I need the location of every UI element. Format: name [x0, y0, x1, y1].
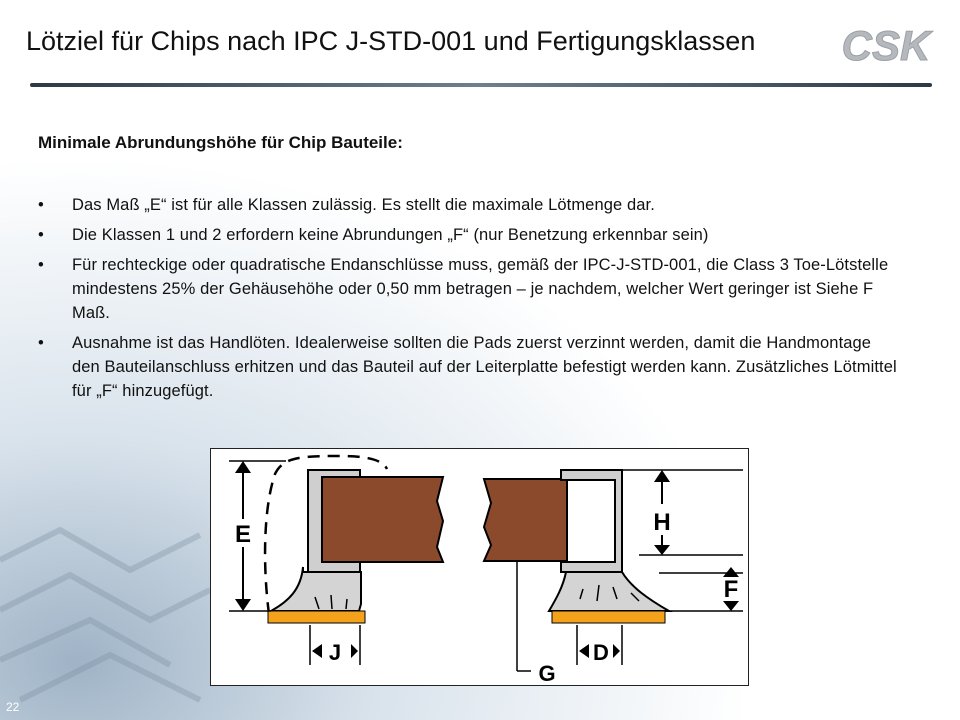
logo-text: CSK [841, 22, 931, 68]
component-body [484, 479, 567, 561]
bullet-item [38, 193, 898, 217]
label-G: G [538, 661, 556, 685]
bullet-item [38, 253, 898, 325]
bullet-list [38, 193, 898, 409]
slide-title: Lötziel für Chips nach IPC J-STD-001 und Fertigungsklassen [26, 26, 756, 56]
label-H: H [653, 509, 671, 536]
bullet-dot: • [38, 196, 44, 214]
bullet-text: Ausnahme ist das Handlöten. Idealerweise sollten die Pads zuerst verzinnt werden, damit die Handmontage den Bauteilanschluss erhitzen und das Bauteil auf der Leiterplatte befestigt werden kann. Zusätzliches Lötmittel für „F“ hinzugefügt. [72, 334, 897, 400]
csk-logo [836, 22, 936, 68]
copper-pad [552, 611, 665, 623]
label-D: D [593, 640, 609, 665]
bullet-text: Für rechteckige oder quadratische Endanschlüsse muss, gemäß der IPC-J-STD-001, die Class 3 Toe-Lötstelle mindestens 25% der Gehäusehöhe oder 0,50 mm betragen – je nachdem, welcher Wert geringer ist Siehe F Maß. [72, 256, 889, 322]
solder-fillet-diagram [210, 448, 749, 686]
label-F: F [723, 576, 739, 603]
bullet-text: Die Klassen 1 und 2 erfordern keine Abrundungen „F“ (nur Benetzung erkennbar sein) [72, 226, 709, 244]
bullet-dot: • [38, 256, 44, 274]
title-divider [30, 82, 932, 88]
bullet-item [38, 331, 898, 403]
solder-fillet [271, 567, 361, 611]
right-joint-drawing [484, 470, 743, 685]
component-body [322, 477, 443, 562]
label-E: E [234, 521, 252, 548]
component-termination [561, 470, 622, 572]
section-heading: Minimale Abrundungshöhe für Chip Bauteile: [38, 133, 403, 152]
label-J: J [328, 640, 342, 665]
solder-fillet [549, 572, 669, 611]
left-joint-drawing [229, 456, 443, 665]
copper-pad [268, 611, 365, 623]
bullet-text: Das Maß „E“ ist für alle Klassen zulässig. Es stellt die maximale Lötmenge dar. [72, 196, 655, 214]
page-number: 22 [6, 700, 20, 714]
bullet-item [38, 223, 898, 247]
diagram-canvas [211, 449, 748, 685]
bullet-dot: • [38, 334, 44, 352]
bullet-dot: • [38, 226, 44, 244]
